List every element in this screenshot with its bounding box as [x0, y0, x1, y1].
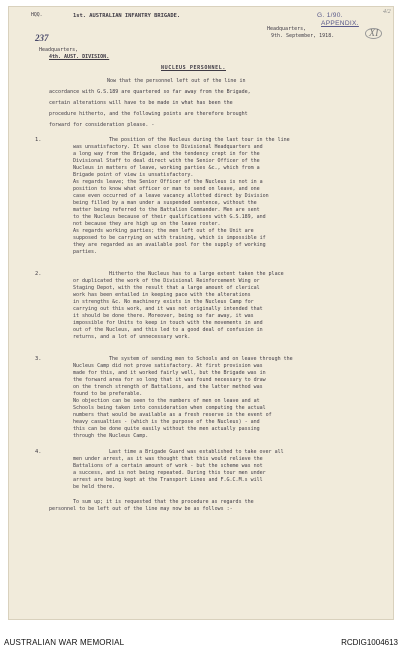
intro-line: certain alterations will have to be made in what has been the [49, 100, 233, 106]
paragraph-line: made for this, and it worked fairly well, but the Brigade was in [73, 370, 266, 376]
paragraph-line: not because they are high up on the leave roster. [73, 221, 221, 227]
closing-line: personnel to be left out of the line may now be as follows :- [49, 506, 233, 512]
paragraph-line: heavy casualties - (which is the purpose of the Nucleus) - and [73, 419, 260, 425]
paragraph-number: 2. [35, 271, 42, 277]
paragraph-line: men under arrest, as it was thought that this would relieve the [73, 456, 263, 462]
paragraph-line: on the trench strength of Battalions, and the latter method was [73, 384, 263, 390]
paragraph-line: found to be preferable. [73, 391, 143, 397]
paragraph-line: matter being referred to the Battalion Commander. Men are sent [73, 207, 260, 213]
pencil-folio: 4/2 [383, 9, 391, 15]
paragraph-line: Hitherto the Nucleus has to a large extent taken the place [109, 271, 284, 277]
paragraph-line: out of the Nucleus, and this led to a good deal of confusion in [73, 327, 263, 333]
paragraph-line: supposed to be carrying on with training, which is impossible if [73, 235, 266, 241]
paragraph-line: impossible for Units to keep in touch with the movements in and [73, 320, 263, 326]
paragraph-line: Last time a Brigade Guard was established to take over all [109, 449, 284, 455]
paragraph-line: As regards working parties; the men left out of the Unit are [73, 228, 254, 234]
paragraph-line: or duplicated the work of the Divisional Reinforcement Wing or [73, 278, 260, 284]
paragraph-line: carrying out this work, and it was not originally intended that [73, 306, 263, 312]
paragraph-line: Nucleus Camp did not prove satisfactory. At first provision was [73, 363, 263, 369]
paragraph-line: position to know what officer or man to send on leave, and one [73, 186, 260, 192]
intro-line: forward for consideration please. - [49, 122, 155, 128]
closing-line: To sum up; it is requested that the procedure as regards the [73, 499, 254, 505]
intro-line: accordance with G.S.189 are quartered so far away from the Brigade, [49, 89, 251, 95]
hq-place: Headquarters, [267, 26, 307, 32]
appendix-number: XI [365, 28, 382, 39]
paragraph-line: it should be done there. Moreover, being so far away, it was [73, 313, 254, 319]
paragraph-line: Nucleus in matters of leave, working parties &c., which from a [73, 165, 260, 171]
from-prefix: HQQ. [31, 13, 43, 18]
paragraph-line: As regards leave; the Senior Officer of the Nucleus is not in a [73, 179, 263, 185]
paragraph-line: was unsatisfactory. It was close to Divisional Headquarters and [73, 144, 263, 150]
intro-line: Now that the personnel left out of the line in [107, 78, 246, 84]
paragraph-line: the forward area for so long that it was found necessary to draw [73, 377, 266, 383]
paragraph-line: numbers that would be available as a fresh reserve in the event of [73, 412, 272, 418]
paragraph-line: Battalions of a certain amount of work - but the scheme was not [73, 463, 263, 469]
paragraph-number: 4. [35, 449, 42, 455]
paragraph-line: through the Nucleus Camp. [73, 433, 149, 439]
paragraph-line: be held there. [73, 484, 116, 490]
paragraph-line: they are regarded as an available pool for the supply of working [73, 242, 266, 248]
paragraph-line: arrest are being kept at the Transport Lines and F.G.C.M.s will [73, 477, 263, 483]
paragraph-line: returns, and a lot of unnecessary work. [73, 334, 191, 340]
paragraph-line: case even occurred of a leave vacancy allotted direct by Division [73, 193, 269, 199]
paragraph-line: in strengths &c. No machinery exists in the Nucleus Camp for [73, 299, 254, 305]
appendix-label: APPENDIX. [321, 20, 359, 27]
paragraph-line: parties. [73, 249, 98, 255]
from-unit: 1st. AUSTRALIAN INFANTRY BRIGADE. [73, 13, 181, 19]
paragraph-line: a long way from the Brigade, and the tendency crept in for the [73, 151, 260, 157]
record-id: RCDIG1004613 [341, 638, 398, 647]
paragraph-line: The system of sending men to Schools and on leave through the [109, 356, 293, 362]
addressee-line-1: Headquarters, [39, 47, 79, 53]
archive-footer [0, 622, 404, 654]
document-sheet [8, 6, 394, 620]
reference-number: G. 1/90. [317, 12, 343, 19]
paragraph-line: No objection can be seen to the numbers of men on leave and at [73, 398, 260, 404]
archive-name: AUSTRALIAN WAR MEMORIAL [4, 638, 125, 647]
paragraph-line: Brigade point of view is unsatisfactory. [73, 172, 194, 178]
paragraph-line: Schools being taken into consideration when computing the actual [73, 405, 266, 411]
paragraph-line: Divisional Staff to deal direct with the Senior Officer of the [73, 158, 260, 164]
paragraph-line: The position of the Nucleus during the last tour in the line [109, 137, 290, 143]
reference-stamp [317, 12, 343, 19]
paragraph-line: being filled by a man under a suspended sentence, without the [73, 200, 257, 206]
appendix-stamp [321, 20, 359, 27]
paragraph-number: 1. [35, 137, 42, 143]
paragraph-line: a success, and is not being repeated. During this tour men under [73, 470, 266, 476]
intro-line: procedure hitherto, and the following points are therefore brought [49, 111, 248, 117]
letter-date: 9th. September, 1918. [271, 33, 335, 39]
subject-title: NUCLEUS PERSONNEL. [161, 65, 226, 71]
paragraph-number: 3. [35, 356, 42, 362]
handwritten-number: 237 [35, 33, 49, 43]
paragraph-line: this can be done quite easily without the men actually passing [73, 426, 260, 432]
paragraph-line: work has been entailed in keeping pace with the alterations [73, 292, 251, 298]
paragraph-line: to the Nucleus because of their qualifications with G.S.189, and [73, 214, 266, 220]
addressee-line-2: 4th. AUST. DIVISION. [49, 54, 110, 60]
paragraph-line: Staging Depot, with the result that a large amount of clerical [73, 285, 260, 291]
